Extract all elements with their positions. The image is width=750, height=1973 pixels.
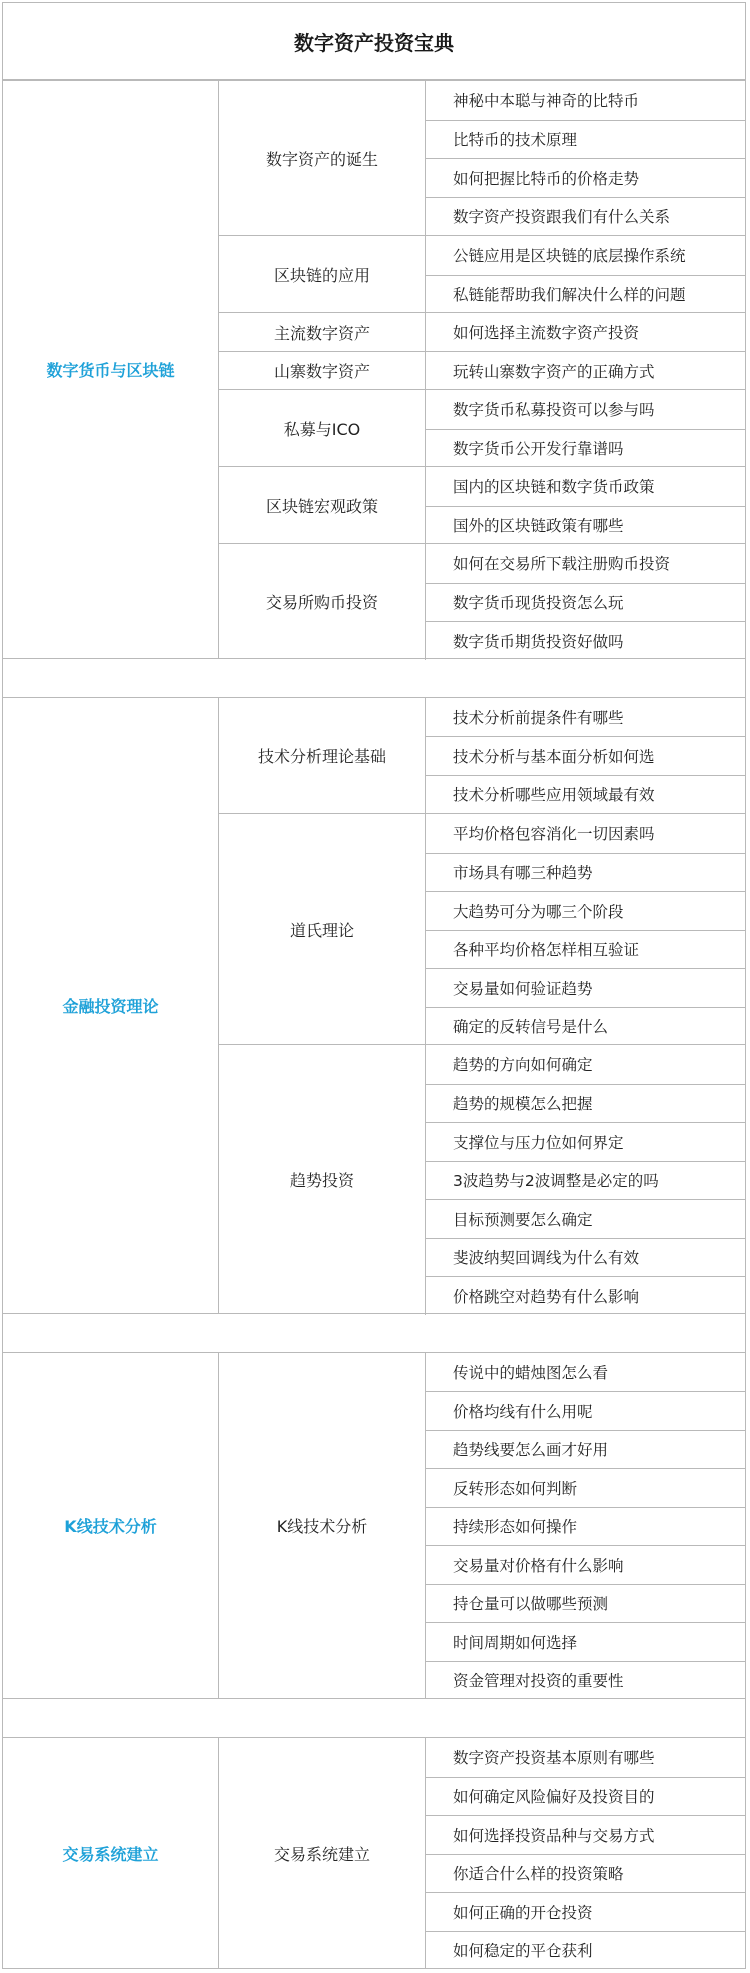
- section-block: [2, 1352, 746, 1700]
- list-item: 玩转山寨数字资产的正确方式: [453, 362, 655, 381]
- item-list: [426, 313, 745, 352]
- item-list: [426, 1738, 745, 1969]
- subgroup-label: K线技术分析: [219, 1353, 426, 1700]
- section-spacer: [2, 1314, 746, 1352]
- list-item: 如何确定风险偏好及投资目的: [426, 1777, 745, 1816]
- list-item: 反转形态如何判断: [426, 1468, 745, 1507]
- subgroup: [219, 543, 745, 660]
- subgroup-label: 趋势投资: [219, 1045, 426, 1315]
- item-list: [426, 390, 745, 467]
- subgroup: [219, 81, 745, 235]
- subgroup: [219, 698, 745, 814]
- subgroup: [219, 312, 745, 352]
- subgroup-label: 山寨数字资产: [219, 352, 426, 391]
- item-list: [426, 544, 745, 660]
- subgroup-label: 区块链宏观政策: [219, 467, 426, 544]
- section-spacer: [2, 659, 746, 697]
- item-list: [426, 236, 745, 313]
- list-item: 你适合什么样的投资策略: [426, 1854, 745, 1893]
- subgroup: [219, 235, 745, 313]
- list-item: 如何在交易所下载注册购币投资: [453, 555, 671, 574]
- subgroup-label: 交易系统建立: [219, 1738, 426, 1969]
- list-item: 市场具有哪三种趋势: [426, 853, 745, 892]
- list-item: 数字货币期货投资好做吗: [426, 621, 745, 660]
- section-spacer: [2, 1699, 746, 1737]
- list-item: 趋势的方向如何确定: [453, 1056, 593, 1075]
- item-list: [426, 698, 745, 814]
- list-item: 如何正确的开仓投资: [426, 1892, 745, 1931]
- list-item: 技术分析前提条件有哪些: [453, 708, 624, 727]
- subgroup-label: 主流数字资产: [219, 313, 426, 352]
- subgroup: [219, 1738, 745, 1969]
- list-item: 国外的区块链政策有哪些: [426, 506, 745, 545]
- item-list: [426, 1353, 745, 1700]
- list-item: 时间周期如何选择: [426, 1622, 745, 1661]
- list-item: 交易量对价格有什么影响: [426, 1545, 745, 1584]
- table-title: 数字资产投资宝典: [2, 2, 746, 80]
- list-item: 价格均线有什么用呢: [426, 1391, 745, 1430]
- list-item: 国内的区块链和数字货币政策: [453, 478, 655, 497]
- section-block: [2, 1737, 746, 1969]
- subgroup-label: 区块链的应用: [219, 236, 426, 313]
- list-item: 神秘中本聪与神奇的比特币: [453, 92, 640, 111]
- category-label: 数字货币与区块链: [3, 81, 219, 658]
- list-item: 支撑位与压力位如何界定: [426, 1122, 745, 1161]
- subgroup-label: 道氏理论: [219, 814, 426, 1045]
- list-item: 数字资产投资跟我们有什么关系: [426, 197, 745, 236]
- list-item: 如何把握比特币的价格走势: [426, 158, 745, 197]
- subgroup-label: 数字资产的诞生: [219, 81, 426, 235]
- list-item: 如何选择主流数字资产投资: [453, 324, 640, 343]
- list-item: 如何稳定的平仓获利: [426, 1931, 745, 1970]
- list-item: 斐波纳契回调线为什么有效: [426, 1238, 745, 1277]
- list-item: 数字资产投资基本原则有哪些: [453, 1749, 655, 1768]
- item-list: [426, 1045, 745, 1315]
- item-list: [426, 81, 745, 235]
- list-item: 数字货币现货投资怎么玩: [426, 583, 745, 622]
- item-list: [426, 814, 745, 1045]
- subgroup: [219, 351, 745, 391]
- subgroup: [219, 1044, 745, 1315]
- list-item: 确定的反转信号是什么: [426, 1007, 745, 1046]
- list-item: 持续形态如何操作: [426, 1507, 745, 1546]
- list-item: 如何选择投资品种与交易方式: [426, 1815, 745, 1854]
- subgroup-label: 私募与ICO: [219, 390, 426, 467]
- list-item: 持仓量可以做哪些预测: [426, 1584, 745, 1623]
- item-list: [426, 352, 745, 391]
- list-item: 资金管理对投资的重要性: [426, 1661, 745, 1700]
- list-item: 传说中的蜡烛图怎么看: [453, 1363, 609, 1382]
- list-item: 比特币的技术原理: [426, 120, 745, 159]
- category-label: 金融投资理论: [3, 698, 219, 1313]
- subgroup-label: 交易所购币投资: [219, 544, 426, 660]
- item-list: [426, 467, 745, 544]
- list-item: 3波趋势与2波调整是必定的吗: [426, 1161, 745, 1200]
- list-item: 各种平均价格怎样相互验证: [426, 930, 745, 969]
- section-block: [2, 697, 746, 1314]
- subgroup-label: 技术分析理论基础: [219, 698, 426, 814]
- list-item: 目标预测要怎么确定: [426, 1199, 745, 1238]
- list-item: 数字货币私募投资可以参与吗: [453, 401, 655, 420]
- list-item: 私链能帮助我们解决什么样的问题: [426, 275, 745, 314]
- subgroup: [219, 466, 745, 544]
- list-item: 大趋势可分为哪三个阶段: [426, 891, 745, 930]
- list-item: 技术分析哪些应用领域最有效: [426, 775, 745, 814]
- category-label: 交易系统建立: [3, 1738, 219, 1968]
- section-block: [2, 80, 746, 659]
- list-item: 技术分析与基本面分析如何选: [426, 736, 745, 775]
- subgroup: [219, 389, 745, 467]
- list-item: 趋势的规模怎么把握: [426, 1084, 745, 1123]
- subgroup: [219, 1353, 745, 1700]
- list-item: 平均价格包容消化一切因素吗: [453, 825, 655, 844]
- list-item: 交易量如何验证趋势: [426, 968, 745, 1007]
- list-item: 趋势线要怎么画才好用: [426, 1430, 745, 1469]
- category-label: K线技术分析: [3, 1353, 219, 1699]
- subgroup: [219, 813, 745, 1045]
- list-item: 公链应用是区块链的底层操作系统: [453, 247, 686, 266]
- list-item: 数字货币公开发行靠谱吗: [426, 429, 745, 468]
- list-item: 价格跳空对趋势有什么影响: [426, 1276, 745, 1315]
